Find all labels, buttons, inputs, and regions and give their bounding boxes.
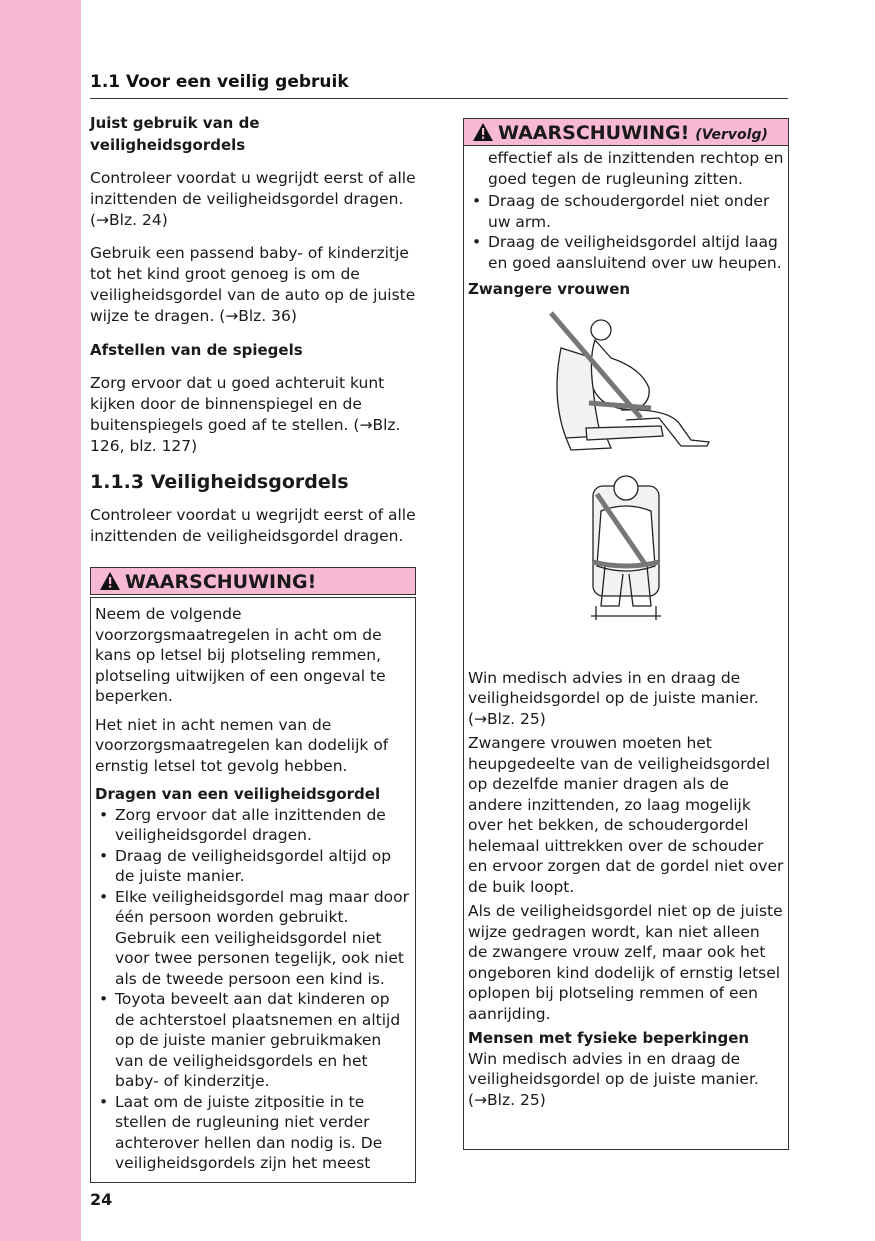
warning-triangle-icon: [99, 571, 121, 591]
warning-continued-bullets: [468, 191, 784, 273]
list-item: • Elke veiligheidsgordel mag maar door één persoon worden gebruikt. Gebruik een veiligheidsgordel niet voor twee personen tegelijk, ook niet als de tweede persoon een kind is.: [95, 887, 411, 990]
page-number: 24: [90, 1190, 113, 1209]
subheading-pregnant-women: Zwangere vrouwen: [468, 280, 631, 298]
section-title-seatbelts: 1.1.3 Veiligheidsgordels: [90, 471, 349, 493]
paragraph-pregnant-lap-belt: Zwangere vrouwen moeten het heupgedeelte van de veiligheidsgordel op dezelfde manier dragen als de andere inzittenden, zo laag mogelijk over het bekken, de schoudergordel helemaal uittrekken over de schouder en ervoor zorgen dat de gordel niet over de buik loopt.: [468, 734, 784, 896]
paragraph-check-seatbelts: Controleer voordat u wegrijdt eerst of alle inzittenden de veiligheidsgordel dragen. (→Blz. 24): [90, 169, 416, 229]
warning-bullet-list: [95, 805, 411, 1174]
paragraph-pregnant-risk: Als de veiligheidsgordel niet op de juiste wijze gedragen wordt, kan niet alleen de zwangere vrouw zelf, maar ook het ongeboren kind dodelijk of ernstig letsel oplopen bij plotseling remmen of een aanrijding.: [468, 902, 783, 1023]
warning-box-title: [90, 567, 416, 595]
warning-title-text: WAARSCHUWING!: [125, 571, 317, 593]
list-item: • Zorg ervoor dat alle inzittenden de veiligheidsgordel dragen.: [95, 805, 411, 846]
right-column: [463, 118, 789, 1150]
subheading-mirrors: Afstellen van de spiegels: [90, 341, 303, 359]
list-item: • Draag de schoudergordel niet onder uw arm.: [468, 191, 784, 232]
list-item: • Laat om de juiste zitpositie in te stellen de rugleuning niet verder achterover hellen dan nodig is. De veiligheidsgordels zijn het meest: [95, 1092, 411, 1174]
left-column: [90, 112, 416, 1183]
warning-paragraph-consequences: Het niet in acht nemen van de voorzorgsmaatregelen kan dodelijk of ernstig letsel tot gevolg hebben.: [95, 715, 389, 775]
paragraph-pregnant-medical-advice: Win medisch advies in en draag de veiligheidsgordel op de juiste manier. (→Blz. 25): [468, 668, 759, 728]
subheading-seatbelts-use: Juist gebruik van de veiligheidsgordels: [90, 114, 260, 154]
pregnant-woman-front-illustration: [571, 466, 681, 626]
warning-triangle-icon: [472, 122, 494, 142]
list-item: • Draag de veiligheidsgordel altijd laag en goed aansluitend over uw heupen.: [468, 232, 784, 273]
warning-continued-label: (Vervolg): [695, 127, 768, 143]
warning-subheading-wearing: Dragen van een veiligheidsgordel: [95, 785, 381, 803]
warning-continued-title-text: WAARSCHUWING!: [498, 122, 690, 144]
paragraph-child-seat: Gebruik een passend baby- of kinderzitje tot het kind groot genoeg is om de veiligheidsgordel van de auto op de juiste wijze te dragen. (→Blz. 36): [90, 244, 416, 325]
warning-box-body: [90, 597, 416, 1183]
paragraph-disabilities-medical-advice: Win medisch advies in en draag de veiligheidsgordel op de juiste manier. (→Blz. 25): [468, 1049, 759, 1109]
warning-continued-text: effectief als de inzittenden rechtop en goed tegen de rugleuning zitten.: [488, 149, 784, 188]
warning-continued-title: [463, 118, 789, 146]
subheading-physical-disabilities: Mensen met fysieke beperkingen: [468, 1029, 750, 1047]
pregnant-woman-side-illustration: [531, 308, 721, 458]
list-item: • Draag de veiligheidsgordel altijd op de juiste manier.: [95, 846, 411, 887]
paragraph-mirrors: Zorg ervoor dat u goed achteruit kunt kijken door de binnenspiegel en de buitenspiegels goed af te stellen. (→Blz. 126, blz. 127): [90, 374, 401, 455]
warning-paragraph-precautions: Neem de volgende voorzorgsmaatregelen in acht om de kans op letsel bij plotseling remmen, plotseling uitwijken of een ongeval te beperken.: [95, 605, 386, 705]
section-header: [90, 72, 788, 99]
page-side-band: [0, 0, 81, 1241]
paragraph-check-before-driving: Controleer voordat u wegrijdt eerst of alle inzittenden de veiligheidsgordel dragen.: [90, 506, 416, 545]
list-item: • Toyota beveelt aan dat kinderen op de achterstoel plaatsnemen en altijd op de juiste manier gebruikmaken van de veiligheidsgordels en het baby- of kinderzitje.: [95, 989, 411, 1092]
warning-continued-body: [463, 146, 789, 1150]
section-header-label: 1.1 Voor een veilig gebruik: [90, 72, 349, 92]
